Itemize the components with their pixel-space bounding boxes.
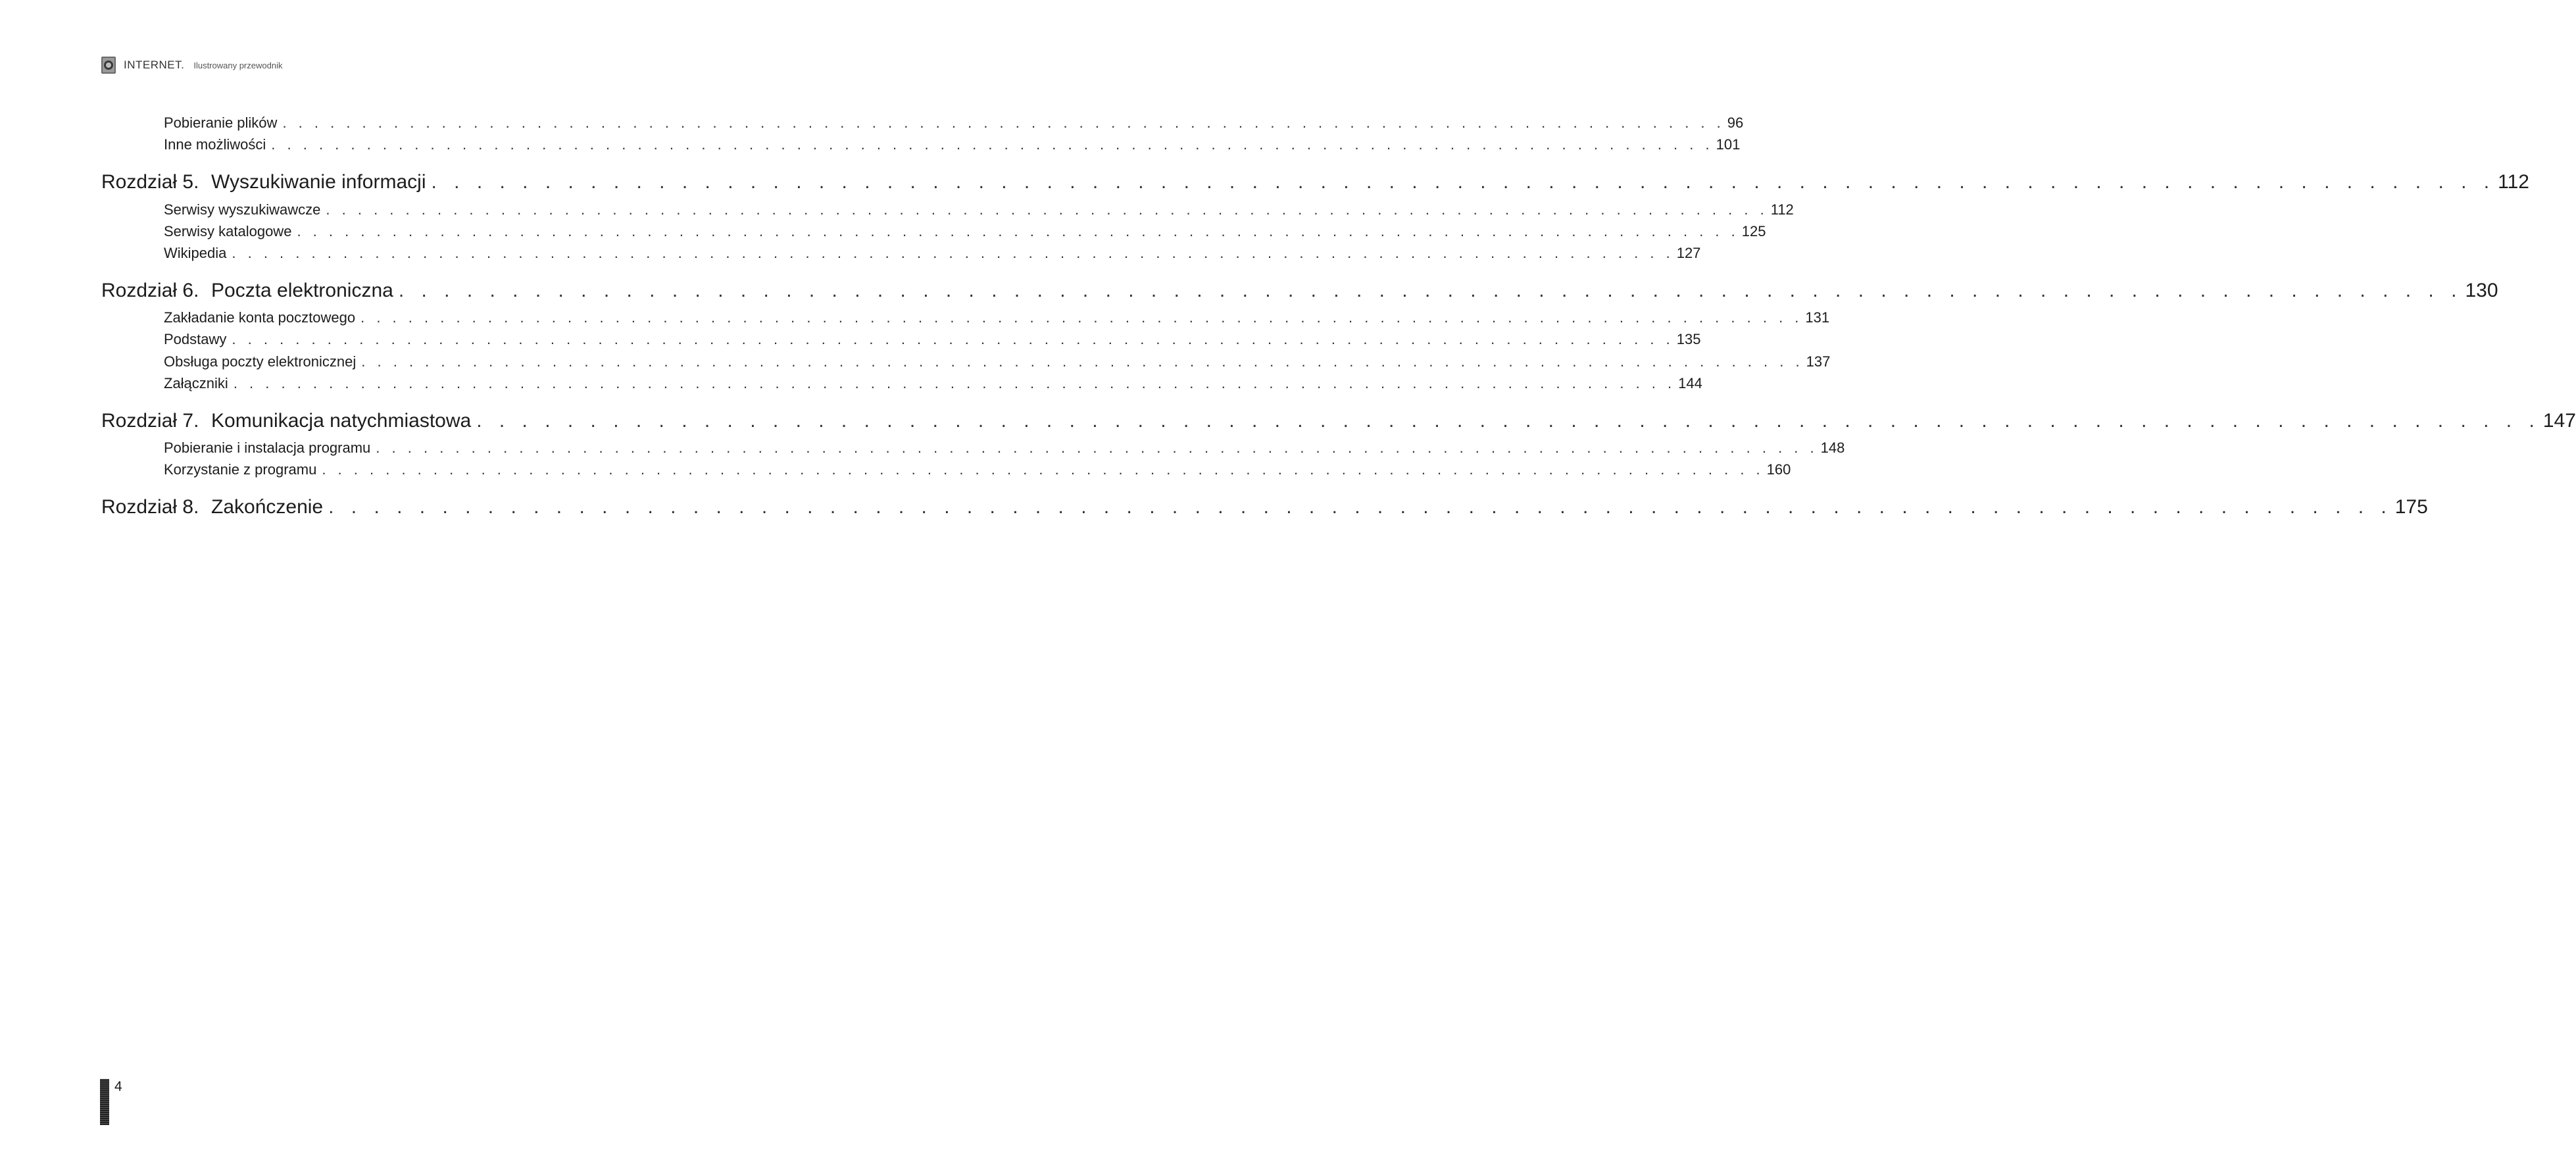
toc-section-row[interactable] (164, 375, 1702, 392)
page-number: 4 (114, 1079, 122, 1094)
page-ref: 148 (1820, 439, 1845, 456)
toc-section-row[interactable] (164, 353, 1831, 370)
page-ref: 127 (1676, 245, 1701, 261)
toc-section-row[interactable] (164, 331, 1701, 348)
section-title: Inne możliwości (164, 136, 266, 153)
dot-leader: . . . . . . . . . . . . . . . . . . . . . . . . . . . . . . . . . . . . . . . . . . . . . . . . . . . . . . . . . . . . . . . . . . . . . . . . . . . . . . . . . . . . . . . . . . . (297, 223, 1739, 239)
toc-chapter-row[interactable] (101, 496, 2428, 518)
toc-section-row[interactable] (164, 309, 1830, 326)
chapter-number: Rozdział 5. (101, 171, 199, 193)
dot-leader: . . . . . . . . . . . . . . . . . . . . . . . . . . . . . . . . . . . . . . . . . . . . . . . . . . . . . . . . . . . . . . . . . . . . . . . . . . . . . . . . . . . . . . . . . . . (322, 461, 1764, 478)
dot-leader: . . . . . . . . . . . . . . . . . . . . . . . . . . . . . . . . . . . . . . . . . . . . . . . . . . . . . . . . . . . . . . . . . . . . . . . . . . . . . . . . . . . . . . . . . . . (360, 309, 1803, 326)
header-subtitle: Ilustrowany przewodnik (193, 60, 283, 70)
running-header (100, 55, 282, 75)
dot-leader: . . . . . . . . . . . . . . . . . . . . . . . . . . . . . . . . . . . . . . . . . . . . . . . . . . . . . . . . . . . . . . . . . . . . . . . . . . . . . . . . . . . . . . . . . . . (476, 410, 2540, 432)
toc-section-row[interactable] (164, 114, 1744, 132)
header-title: INTERNET. (124, 59, 185, 71)
section-title: Wikipedia (164, 245, 227, 261)
toc-section-row[interactable] (164, 223, 1766, 240)
page-ref: 175 (2394, 496, 2428, 518)
page-ref: 112 (2498, 171, 2529, 193)
toc-section-row[interactable] (164, 201, 1794, 218)
dot-leader: . . . . . . . . . . . . . . . . . . . . . . . . . . . . . . . . . . . . . . . . . . . . . . . . . . . . . . . . . . . . . . . . . . . . . . . . . . . . . . . . . . . . . . . . . . . (282, 114, 1725, 131)
dot-leader: . . . . . . . . . . . . . . . . . . . . . . . . . . . . . . . . . . . . . . . . . . . . . . . . . . . . . . . . . . . . . . . . . . . . . . . . . . . . . . . . . . . . . . . . . . . (431, 171, 2496, 193)
chapter-title: Komunikacja natychmiastowa (211, 410, 472, 432)
dot-leader: . . . . . . . . . . . . . . . . . . . . . . . . . . . . . . . . . . . . . . . . . . . . . . . . . . . . . . . . . . . . . . . . . . . . . . . . . . . . . . . . . . . . . . . . . . . (398, 280, 2463, 301)
section-title: Załączniki (164, 375, 228, 391)
page-marker-bar (100, 1079, 109, 1125)
page-ref: 130 (2465, 280, 2498, 301)
section-title: Obsługa poczty elektronicznej (164, 353, 357, 370)
page-ref: 131 (1805, 309, 1830, 326)
toc-chapter-row[interactable] (101, 410, 2576, 432)
section-title: Pobieranie plików (164, 114, 278, 131)
page-ref: 144 (1678, 375, 1702, 391)
page-ref: 160 (1766, 461, 1791, 478)
section-title: Serwisy wyszukiwawcze (164, 201, 321, 218)
section-title: Pobieranie i instalacja programu (164, 439, 371, 456)
dot-leader: . . . . . . . . . . . . . . . . . . . . . . . . . . . . . . . . . . . . . . . . . . . . . . . . . . . . . . . . . . . . . . . . . . . . . . . . . . . . . . . . . . . . . . . . . . . (361, 353, 1804, 370)
dot-leader: . . . . . . . . . . . . . . . . . . . . . . . . . . . . . . . . . . . . . . . . . . . . . . . . . . . . . . . . . . . . . . . . . . . . . . . . . . . . . . . . . . . . . . . . . . . (326, 201, 1768, 218)
section-title: Korzystanie z programu (164, 461, 317, 478)
page-ref: 112 (1770, 201, 1794, 218)
chapter-title: Wyszukiwanie informacji (211, 171, 426, 193)
toc-section-row[interactable] (164, 245, 1701, 262)
toc-chapter-row[interactable] (101, 280, 2498, 302)
page-ref: 135 (1676, 331, 1701, 347)
chapter-number: Rozdział 6. (101, 280, 199, 301)
chapter-number: Rozdział 7. (101, 410, 199, 432)
toc-section-row[interactable] (164, 136, 1741, 153)
toc-section-row[interactable] (164, 439, 1845, 457)
section-title: Serwisy katalogowe (164, 223, 292, 239)
section-title: Podstawy (164, 331, 227, 347)
toc-chapter-row[interactable] (101, 171, 2529, 193)
page-ref: 147 (2542, 410, 2576, 432)
dot-leader: . . . . . . . . . . . . . . . . . . . . . . . . . . . . . . . . . . . . . . . . . . . . . . . . . . . . . . . . . . . . . . . . . . . . . . . . . . . . . . . . . . . . . . . . . . . (271, 136, 1714, 153)
dot-leader: . . . . . . . . . . . . . . . . . . . . . . . . . . . . . . . . . . . . . . . . . . . . . . . . . . . . . . . . . . . . . . . . . . . . . . . . . . . . . . . . . . . . . . . . . . . (376, 439, 1818, 456)
dot-leader: . . . . . . . . . . . . . . . . . . . . . . . . . . . . . . . . . . . . . . . . . . . . . . . . . . . . . . . . . . . . . . . . . . . . . . . . . . . . . . . . . . . . . . . . . . . (328, 496, 2392, 518)
page-ref: 101 (1716, 136, 1741, 153)
toc-section-row[interactable] (164, 461, 1791, 478)
page-ref: 137 (1806, 353, 1831, 370)
dot-leader: . . . . . . . . . . . . . . . . . . . . . . . . . . . . . . . . . . . . . . . . . . . . . . . . . . . . . . . . . . . . . . . . . . . . . . . . . . . . . . . . . . . . . . . . . . . (233, 375, 1676, 391)
section-title: Zakładanie konta pocztowego (164, 309, 356, 326)
chapter-title: Poczta elektroniczna (211, 280, 393, 301)
page-ref: 125 (1741, 223, 1766, 239)
chapter-title: Zakończenie (211, 496, 324, 518)
book-logo-icon (100, 55, 117, 75)
dot-leader: . . . . . . . . . . . . . . . . . . . . . . . . . . . . . . . . . . . . . . . . . . . . . . . . . . . . . . . . . . . . . . . . . . . . . . . . . . . . . . . . . . . . . . . . . . . (232, 245, 1674, 261)
page-ref: 96 (1727, 114, 1744, 131)
chapter-number: Rozdział 8. (101, 496, 199, 518)
dot-leader: . . . . . . . . . . . . . . . . . . . . . . . . . . . . . . . . . . . . . . . . . . . . . . . . . . . . . . . . . . . . . . . . . . . . . . . . . . . . . . . . . . . . . . . . . . . (232, 331, 1674, 347)
